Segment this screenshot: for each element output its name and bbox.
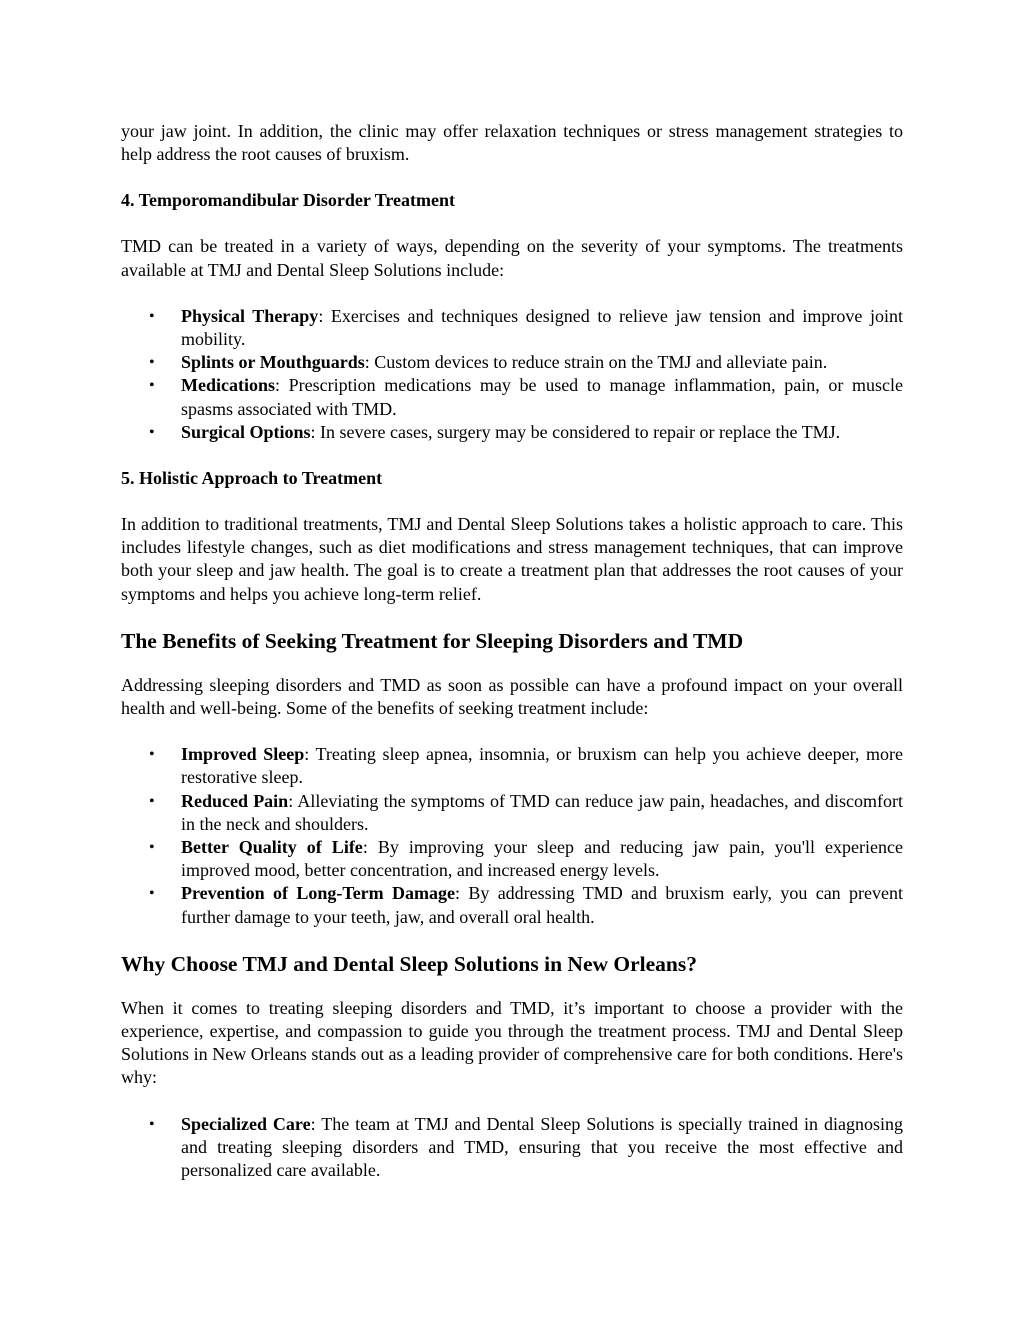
list-item-term: Surgical Options	[181, 421, 311, 442]
list-item-text: : Custom devices to reduce strain on the TMJ and alleviate pain.	[364, 352, 828, 373]
list-item-text: : Alleviating the symptoms of TMD can reduce jaw pain, headaches, and discomfort in the neck and shoulders.	[181, 790, 903, 834]
list-item-term: Improved Sleep	[181, 744, 305, 765]
list-item	[121, 836, 903, 882]
bullet-icon: •	[149, 792, 155, 810]
treatments-list	[121, 305, 903, 444]
section-4-heading: 4. Temporomandibular Disorder Treatment	[121, 190, 456, 211]
intro-paragraph: your jaw joint. In addition, the clinic may offer relaxation techniques or stress management strategies to help address the root causes of bruxism.	[121, 121, 903, 165]
list-item-text: : By improving your sleep and reducing jaw pain, you'll experience improved mood, better concentration, and increased energy levels.	[181, 837, 903, 881]
list-item-term: Reduced Pain	[181, 790, 289, 811]
bullet-icon: •	[149, 354, 155, 372]
bullet-icon: •	[149, 746, 155, 764]
why-choose-paragraph: When it comes to treating sleeping disorders and TMD, it’s important to choose a provider with the experience, expertise, and compassion to guide you through the treatment process. TMJ and Dental Sleep Solutions in New Orleans stands out as a leading provider of comprehensive care for both conditions. Here's why:	[121, 997, 903, 1088]
list-item-text: : The team at TMJ and Dental Sleep Solutions is specially trained in diagnosing and treating sleeping disorders and TMD, ensuring that you receive the most effective and personalized care available.	[181, 1113, 903, 1181]
list-item-term: Splints or Mouthguards	[181, 352, 365, 373]
bullet-icon: •	[149, 377, 155, 395]
list-item-text: : By addressing TMD and bruxism early, you can prevent further damage to your teeth, jaw, and overall oral health.	[181, 883, 903, 927]
list-item	[121, 743, 903, 789]
section-5-heading: 5. Holistic Approach to Treatment	[121, 468, 383, 489]
list-item-term: Prevention of Long-Term Damage	[181, 883, 455, 904]
list-item	[121, 1113, 903, 1183]
benefits-paragraph: Addressing sleeping disorders and TMD as soon as possible can have a profound impact on your overall health and well-being. Some of the benefits of seeking treatment include:	[121, 674, 903, 719]
bullet-icon: •	[149, 839, 155, 857]
list-item-text: : In severe cases, surgery may be considered to repair or replace the TMJ.	[310, 421, 841, 442]
benefits-list	[121, 743, 903, 929]
list-item-text: : Exercises and techniques designed to relieve jaw tension and improve joint mobility.	[181, 305, 903, 350]
list-item-text: : Treating sleep apnea, insomnia, or bruxism can help you achieve deeper, more restorative sleep.	[181, 744, 904, 788]
list-item	[121, 790, 903, 836]
list-item-text: : Prescription medications may be used to manage inflammation, pain, or muscle spasms associated with TMD.	[181, 375, 903, 419]
list-item	[121, 305, 903, 351]
why-choose-heading: Why Choose TMJ and Dental Sleep Solutions in New Orleans?	[121, 951, 697, 976]
why-choose-list	[121, 1113, 903, 1183]
list-item	[121, 882, 903, 928]
list-item-term: Better Quality of Life	[181, 837, 363, 858]
benefits-heading: The Benefits of Seeking Treatment for Sleeping Disorders and TMD	[121, 628, 744, 653]
section-5-paragraph: In addition to traditional treatments, TMJ and Dental Sleep Solutions takes a holistic approach to care. This includes lifestyle changes, such as diet modifications and stress management techniques, that can improve both your sleep and jaw health. The goal is to create a treatment plan that addresses the root causes of your symptoms and helps you achieve long-term relief.	[121, 514, 903, 604]
list-item-term: Medications	[181, 375, 275, 396]
bullet-icon: •	[149, 885, 155, 903]
list-item	[121, 351, 903, 374]
bullet-icon: •	[149, 1115, 155, 1133]
bullet-icon: •	[149, 423, 155, 441]
bullet-icon: •	[149, 307, 155, 325]
document-page	[121, 120, 903, 1182]
list-item	[121, 374, 903, 420]
list-item-term: Physical Therapy	[181, 305, 319, 326]
list-item-term: Specialized Care	[181, 1113, 311, 1134]
list-item	[121, 421, 903, 444]
section-4-paragraph: TMD can be treated in a variety of ways, depending on the severity of your symptoms. The treatments available at TMJ and Dental Sleep Solutions include:	[121, 236, 903, 280]
